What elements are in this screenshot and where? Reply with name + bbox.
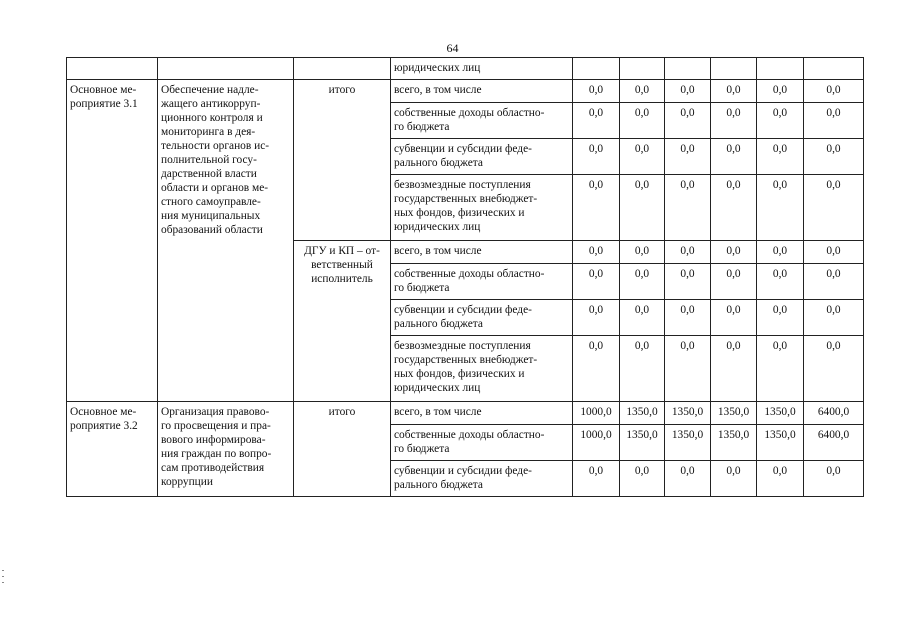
- value-cell: [620, 58, 665, 80]
- value-cell: 0,0: [665, 300, 711, 336]
- executor: итого: [294, 80, 391, 241]
- measure-name: Основное ме- роприятие 3.1: [67, 80, 158, 402]
- budget-table: [66, 57, 864, 497]
- value-cell: 1350,0: [620, 402, 665, 425]
- value-cell: 0,0: [665, 336, 711, 402]
- value-cell: 0,0: [620, 103, 665, 139]
- value-cell: 0,0: [711, 300, 757, 336]
- value-cell: 0,0: [573, 139, 620, 175]
- value-cell: 0,0: [620, 80, 665, 103]
- value-cell: 0,0: [573, 80, 620, 103]
- value-cell: 0,0: [711, 80, 757, 103]
- value-cell: 0,0: [573, 241, 620, 264]
- value-cell: 0,0: [757, 139, 804, 175]
- value-cell: 0,0: [665, 241, 711, 264]
- scan-mark: [2, 582, 4, 583]
- value-cell: 0,0: [665, 461, 711, 497]
- value-cell: 1000,0: [573, 425, 620, 461]
- value-cell: 0,0: [711, 175, 757, 241]
- value-cell: 0,0: [757, 80, 804, 103]
- value-cell: 0,0: [757, 175, 804, 241]
- value-cell: 0,0: [573, 175, 620, 241]
- value-cell: 0,0: [573, 336, 620, 402]
- table-row: [67, 58, 864, 80]
- value-cell: 0,0: [804, 264, 864, 300]
- financing-source: всего, в том числе: [391, 241, 573, 264]
- measure-title: Организация правово- го просвещения и пра- вового информирова- ния граждан по вопро- сам противодействия коррупции: [158, 402, 294, 497]
- value-cell: 0,0: [573, 300, 620, 336]
- value-cell: 1000,0: [573, 402, 620, 425]
- value-cell: 0,0: [711, 241, 757, 264]
- value-cell: 0,0: [757, 461, 804, 497]
- executor: итого: [294, 402, 391, 497]
- value-cell: [665, 58, 711, 80]
- financing-source: безвозмездные поступления государственных внебюджет- ных фондов, физических и юридических лиц: [391, 175, 573, 241]
- value-cell: 0,0: [757, 264, 804, 300]
- financing-source: собственные доходы областно- го бюджета: [391, 103, 573, 139]
- table-body: [67, 58, 864, 497]
- value-cell: 0,0: [711, 336, 757, 402]
- value-cell: 0,0: [620, 336, 665, 402]
- measure-name: Основное ме- роприятие 3.2: [67, 402, 158, 497]
- value-cell: 0,0: [757, 300, 804, 336]
- value-cell: 0,0: [804, 241, 864, 264]
- financing-source: всего, в том числе: [391, 80, 573, 103]
- financing-source: юридических лиц: [391, 58, 573, 80]
- page-number: 64: [446, 41, 459, 55]
- value-cell: 0,0: [573, 461, 620, 497]
- value-cell: 6400,0: [804, 425, 864, 461]
- value-cell: 0,0: [573, 103, 620, 139]
- value-cell: 0,0: [620, 461, 665, 497]
- financing-source: субвенции и субсидии феде- рального бюджета: [391, 300, 573, 336]
- financing-source: безвозмездные поступления государственных внебюджет- ных фондов, физических и юридических лиц: [391, 336, 573, 402]
- value-cell: 0,0: [757, 336, 804, 402]
- empty-cell: [294, 58, 391, 80]
- value-cell: 0,0: [711, 103, 757, 139]
- financing-source: всего, в том числе: [391, 402, 573, 425]
- financing-source: собственные доходы областно- го бюджета: [391, 264, 573, 300]
- value-cell: 0,0: [804, 461, 864, 497]
- value-cell: 0,0: [804, 336, 864, 402]
- scan-mark: [2, 576, 4, 577]
- value-cell: 0,0: [804, 103, 864, 139]
- value-cell: 0,0: [620, 175, 665, 241]
- value-cell: 1350,0: [665, 402, 711, 425]
- value-cell: 0,0: [620, 241, 665, 264]
- empty-cell: [158, 58, 294, 80]
- value-cell: 1350,0: [665, 425, 711, 461]
- value-cell: 0,0: [665, 103, 711, 139]
- value-cell: [711, 58, 757, 80]
- value-cell: 0,0: [665, 264, 711, 300]
- table-row: [67, 80, 864, 103]
- value-cell: 6400,0: [804, 402, 864, 425]
- table-row: [67, 402, 864, 425]
- value-cell: 0,0: [573, 264, 620, 300]
- value-cell: 0,0: [665, 80, 711, 103]
- financing-source: собственные доходы областно- го бюджета: [391, 425, 573, 461]
- value-cell: 0,0: [804, 80, 864, 103]
- value-cell: 0,0: [711, 139, 757, 175]
- value-cell: 0,0: [804, 175, 864, 241]
- value-cell: 0,0: [620, 264, 665, 300]
- value-cell: 0,0: [757, 103, 804, 139]
- financing-source: субвенции и субсидии феде- рального бюджета: [391, 139, 573, 175]
- value-cell: 0,0: [757, 241, 804, 264]
- value-cell: [757, 58, 804, 80]
- measure-title: Обеспечение надле- жащего антикорруп- ционного контроля и мониторинга в дея- тельности органов ис- полнительной госу- дарственной власти области и органов ме- стного самоуправле- ния муниципальных образований области: [158, 80, 294, 402]
- value-cell: 1350,0: [711, 402, 757, 425]
- executor: ДГУ и КП – от- ветственный исполнитель: [294, 241, 391, 402]
- value-cell: 1350,0: [757, 402, 804, 425]
- value-cell: [804, 58, 864, 80]
- value-cell: 0,0: [665, 175, 711, 241]
- value-cell: 0,0: [711, 461, 757, 497]
- value-cell: 1350,0: [757, 425, 804, 461]
- value-cell: 0,0: [620, 300, 665, 336]
- value-cell: 0,0: [804, 139, 864, 175]
- value-cell: 0,0: [620, 139, 665, 175]
- value-cell: 0,0: [665, 139, 711, 175]
- value-cell: 1350,0: [620, 425, 665, 461]
- value-cell: 0,0: [804, 300, 864, 336]
- value-cell: [573, 58, 620, 80]
- scan-mark: [2, 570, 4, 571]
- empty-cell: [67, 58, 158, 80]
- financing-source: субвенции и субсидии феде- рального бюджета: [391, 461, 573, 497]
- value-cell: 1350,0: [711, 425, 757, 461]
- value-cell: 0,0: [711, 264, 757, 300]
